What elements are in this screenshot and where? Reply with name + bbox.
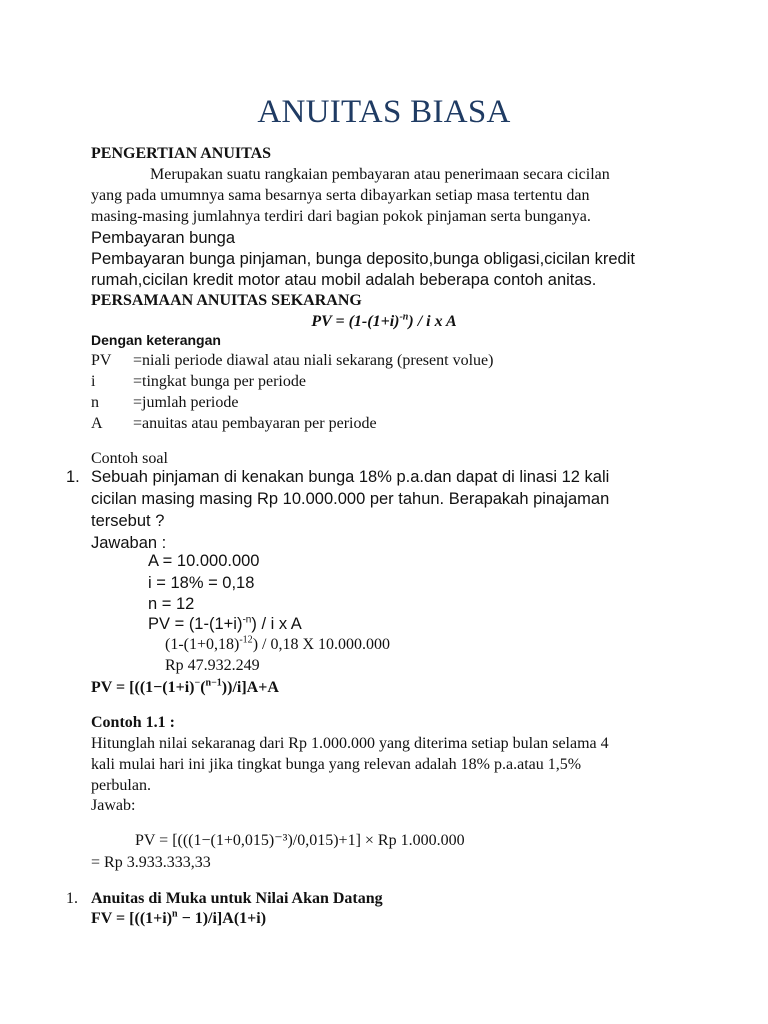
paragraph-line: Hitunglah nilai sekaranag dari Rp 1.000.000 yang diterima setiap bulan selama 4 <box>91 735 609 752</box>
legend-title: Dengan keterangan <box>91 332 221 348</box>
section-heading-persamaan: PERSAMAAN ANUITAS SEKARANG <box>91 292 362 309</box>
given-value: A = 10.000.000 <box>148 552 260 570</box>
section-heading-anuitas-muka: Anuitas di Muka untuk Nilai Akan Datang <box>91 890 383 907</box>
paragraph-line: masing-masing jumlahnya terdiri dari bagian pokok pinjaman serta bunganya. <box>91 208 591 225</box>
legend-description: =jumlah periode <box>133 394 239 411</box>
paragraph-line: rumah,cicilan kredit motor atau mobil adalah beberapa contoh anitas. <box>91 271 597 289</box>
example-heading: Contoh 1.1 : <box>91 714 176 731</box>
paragraph-line: Pembayaran bunga pinjaman, bunga deposito,bunga obligasi,cicilan kredit <box>91 250 635 268</box>
given-value: i = 18% = 0,18 <box>148 574 255 592</box>
list-number: 1. <box>66 890 78 907</box>
legend-description: =anuitas atau pembayaran per periode <box>133 415 377 432</box>
annuity-formula: PV = $(1-(1+i)^{-n}) / i$ x A <box>311 311 457 330</box>
legend-description: =tingkat bunga per periode <box>133 373 306 390</box>
legend-symbol: n <box>91 394 99 411</box>
paragraph-line: Merupakan suatu rangkaian pembayaran atau penerimaan secara cicilan <box>150 166 610 183</box>
answer-label: Jawaban : <box>91 534 167 552</box>
pv-formula: PV = $(1-(1+i)^{-n}) / i$ x A <box>148 614 302 633</box>
question-line: cicilan masing masing Rp 10.000.000 per tahun. Berapakah pinajaman <box>91 490 610 508</box>
paragraph-line: perbulan. <box>91 777 151 794</box>
question-line: Sebuah pinjaman di kenakan bunga 18% p.a.dan dapat di linasi 12 kali <box>91 468 610 486</box>
question-line: tersebut ? <box>91 512 165 530</box>
legend-symbol: A <box>91 415 103 432</box>
section-heading-pembayaran: Pembayaran bunga <box>91 229 236 247</box>
document-title: ANUITAS BIASA <box>257 94 511 130</box>
result: = Rp 3.933.333,33 <box>91 854 211 871</box>
paragraph-line: kali mulai hari ini jika tingkat bunga yang relevan adalah 18% p.a.atau 1,5% <box>91 756 582 773</box>
paragraph-line: yang pada umumnya sama besarnya serta dibayarkan setiap masa tertentu dan <box>91 187 590 204</box>
legend-description: =niali periode diawal atau niali sekarang (present volue) <box>133 352 494 369</box>
fv-formula: FV = $[((1+i)^n - 1)/i]A(1+i)$ <box>91 908 267 927</box>
pv-calculation: PV = [(((1−(1+0,015)⁻³)/0,015)+1] × Rp 1.000.000 <box>135 832 465 849</box>
example-label: Contoh soal <box>91 450 168 467</box>
pv-annuity-due-formula: PV = [((1−(1+i)−($^{n-1}$))/i]A+A <box>91 677 279 696</box>
result: Rp 47.932.249 <box>165 657 260 674</box>
legend-symbol: i <box>91 373 96 390</box>
given-value: n = 12 <box>148 595 195 613</box>
legend-symbol: PV <box>91 352 112 369</box>
calculation: $(1-(1+0,18)^{-12}) / 0,18$ X 10.000.000 <box>165 634 391 653</box>
list-number: 1. <box>66 468 80 486</box>
section-heading-pengertian: PENGERTIAN ANUITAS <box>91 145 272 162</box>
answer-label: Jawab: <box>91 797 136 814</box>
